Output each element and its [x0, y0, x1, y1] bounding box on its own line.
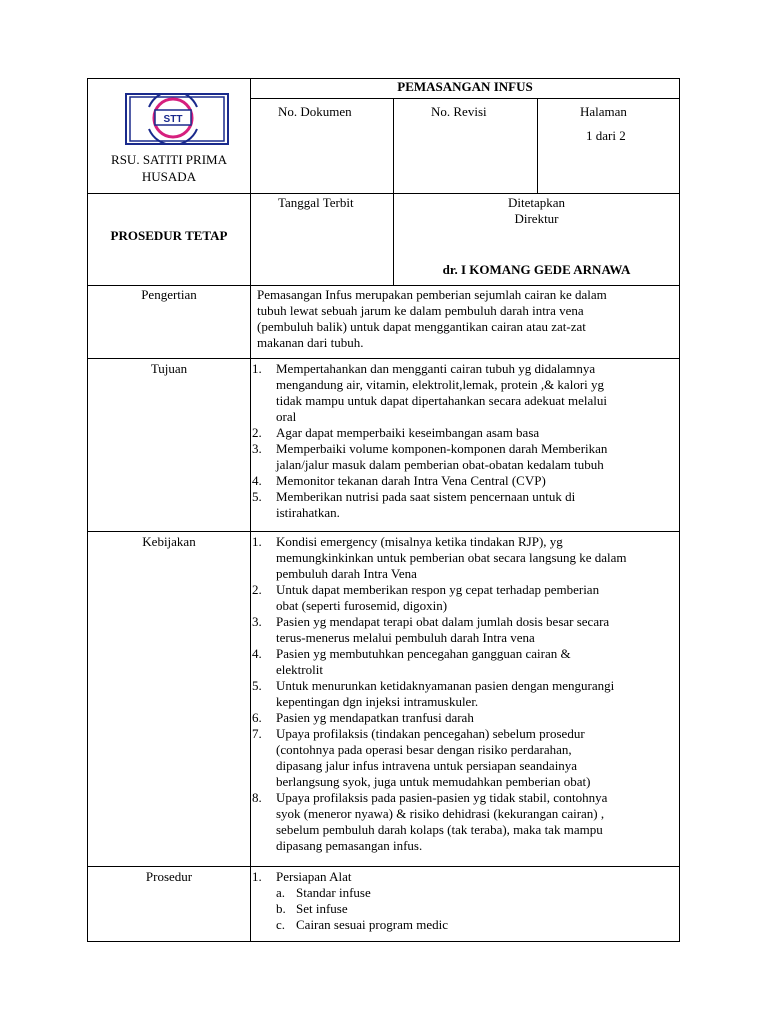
pengertian-line: tubuh lewat sebuah jarum ke dalam pembuluh darah intra vena	[257, 303, 584, 318]
list-item	[252, 726, 678, 790]
director-label: Direktur	[514, 211, 559, 226]
kebijakan-label: Kebijakan	[142, 534, 196, 549]
list-number: 1.	[252, 361, 262, 376]
logo-text: STT	[163, 114, 183, 125]
pengertian-text	[257, 287, 677, 351]
sub-list-text: Standar infuse	[296, 885, 371, 900]
revision-page-divider	[537, 98, 538, 194]
list-item	[252, 473, 678, 489]
list-line: sebelum pembuluh darah kolaps (tak teraba), maka tak mampu	[276, 822, 603, 837]
prosedur-sublist	[258, 885, 678, 933]
issue-date-label: Tanggal Terbit	[278, 195, 354, 210]
list-item	[252, 614, 678, 646]
list-number: 1.	[252, 869, 262, 884]
list-line: Memperbaiki volume komponen-komponen darah Memberikan	[276, 441, 608, 456]
list-item	[252, 869, 678, 885]
header-title-divider	[250, 98, 680, 99]
list-line: terus-menerus melalui pembuluh darah Intra vena	[276, 630, 535, 645]
header-bottom-divider	[87, 285, 680, 286]
director-name: dr. I KOMANG GEDE ARNAWA	[442, 262, 631, 277]
prosedur-list	[252, 869, 678, 885]
list-number: 2.	[252, 582, 262, 597]
list-item	[252, 489, 678, 521]
list-line: Untuk menurunkan ketidaknyamanan pasien dengan mengurangi	[276, 678, 615, 693]
table-border-right	[679, 78, 680, 942]
list-line: Memonitor tekanan darah Intra Vena Central (CVP)	[276, 473, 546, 488]
hospital-logo	[125, 93, 229, 145]
table-border-bottom	[87, 941, 680, 942]
list-line: Memberikan nutrisi pada saat sistem pencernaan untuk di	[276, 489, 576, 504]
document-title: PEMASANGAN INFUS	[397, 79, 533, 94]
list-number: 3.	[252, 614, 262, 629]
list-line: Persiapan Alat	[276, 869, 352, 884]
list-line: memungkinkinkan untuk pemberian obat secara langsung ke dalam	[276, 550, 627, 565]
list-line: Kondisi emergency (misalnya ketika tindakan RJP), yg	[276, 534, 563, 549]
list-line: pembuluh darah Intra Vena	[276, 566, 417, 581]
list-line: dipasang pemasangan infus.	[276, 838, 423, 853]
approved-label: Ditetapkan	[507, 195, 566, 210]
page-label: Halaman	[580, 104, 627, 119]
list-line: mengandung air, vitamin, elektrolit,lemak, protein ,& kalori yg	[276, 377, 605, 392]
list-line: obat (seperti furosemid, digoxin)	[276, 598, 448, 613]
hospital-name-line1: RSU. SATITI PRIMA	[111, 152, 227, 167]
list-line: elektrolit	[276, 662, 323, 677]
list-item	[252, 790, 678, 854]
list-line: Upaya profilaksis (tindakan pencegahan) sebelum prosedur	[276, 726, 585, 741]
hospital-name-line2: HUSADA	[141, 169, 197, 184]
list-line: kepentingan dgn injeksi intramuskuler.	[276, 694, 479, 709]
list-item	[252, 361, 678, 425]
list-line: Untuk dapat memberikan respon yg cepat terhadap pemberian	[276, 582, 600, 597]
section-label: PROSEDUR TETAP	[110, 228, 228, 243]
pengertian-label: Pengertian	[141, 287, 197, 302]
list-number: 3.	[252, 441, 262, 456]
sub-list-text: Set infuse	[296, 901, 348, 916]
sub-list-letter: c.	[276, 917, 286, 932]
doc-revision-divider	[393, 98, 394, 286]
list-line: dipasang jalur infus intravena untuk persiapan seandainya	[276, 758, 578, 773]
sub-list-text: Cairan sesuai program medic	[296, 917, 448, 932]
list-line: jalan/jalur masuk dalam pemberian obat-obatan kedalam tubuh	[276, 457, 604, 472]
list-line: Agar dapat memperbaiki keseimbangan asam basa	[276, 425, 540, 440]
revision-label: No. Revisi	[431, 104, 487, 119]
list-line: tidak mampu untuk dapat dipertahankan secara adekuat melalui	[276, 393, 608, 408]
list-line: oral	[276, 409, 297, 424]
label-column-divider	[250, 78, 251, 942]
list-line: Pasien yg mendapat terapi obat dalam jumlah dosis besar secara	[276, 614, 610, 629]
list-number: 4.	[252, 646, 262, 661]
list-line: Upaya profilaksis pada pasien-pasien yg tidak stabil, contohnya	[276, 790, 608, 805]
list-line: Pasien yg mendapatkan tranfusi darah	[276, 710, 474, 725]
kebijakan-list	[252, 534, 678, 854]
list-number: 6.	[252, 710, 262, 725]
tujuan-bottom-divider	[87, 531, 680, 532]
table-border-left	[87, 78, 88, 942]
page-value: 1 dari 2	[586, 128, 626, 143]
pengertian-line: (pembuluh balik) untuk dapat menggantikan cairan atau zat-zat	[257, 319, 586, 334]
kebijakan-bottom-divider	[87, 866, 680, 867]
list-line: istirahatkan.	[276, 505, 340, 520]
list-number: 4.	[252, 473, 262, 488]
list-line: syok (meneror nyawa) & risiko dehidrasi (kekurangan cairan) ,	[276, 806, 605, 821]
pengertian-bottom-divider	[87, 358, 680, 359]
list-number: 8.	[252, 790, 262, 805]
header-row-divider	[87, 193, 680, 194]
list-line: (contohnya pada operasi besar dengan risiko perdarahan,	[276, 742, 572, 757]
pengertian-line: Pemasangan Infus merupakan pemberian sejumlah cairan ke dalam	[257, 287, 607, 302]
tujuan-list	[252, 361, 678, 521]
sub-list-letter: a.	[276, 885, 286, 900]
list-item	[252, 582, 678, 614]
list-line: berlangsung syok, juga untuk memudahkan pemberian obat)	[276, 774, 591, 789]
list-line: Pasien yg membutuhkan pencegahan gangguan cairan &	[276, 646, 571, 661]
list-item	[252, 425, 678, 441]
list-number: 1.	[252, 534, 262, 549]
list-number: 7.	[252, 726, 262, 741]
list-item	[252, 534, 678, 582]
sub-list-item	[258, 901, 678, 917]
tujuan-label: Tujuan	[150, 361, 188, 376]
list-number: 5.	[252, 489, 262, 504]
list-item	[252, 678, 678, 710]
pengertian-line: makanan dari tubuh.	[257, 335, 364, 350]
list-line: Mempertahankan dan mengganti cairan tubuh yg didalamnya	[276, 361, 596, 376]
list-item	[252, 441, 678, 473]
list-number: 5.	[252, 678, 262, 693]
sub-list-letter: b.	[276, 901, 286, 916]
doc-number-label: No. Dokumen	[278, 104, 352, 119]
sub-list-item	[258, 917, 678, 933]
prosedur-label: Prosedur	[145, 869, 193, 884]
list-item	[252, 646, 678, 678]
sub-list-item	[258, 885, 678, 901]
list-item	[252, 710, 678, 726]
list-number: 2.	[252, 425, 262, 440]
